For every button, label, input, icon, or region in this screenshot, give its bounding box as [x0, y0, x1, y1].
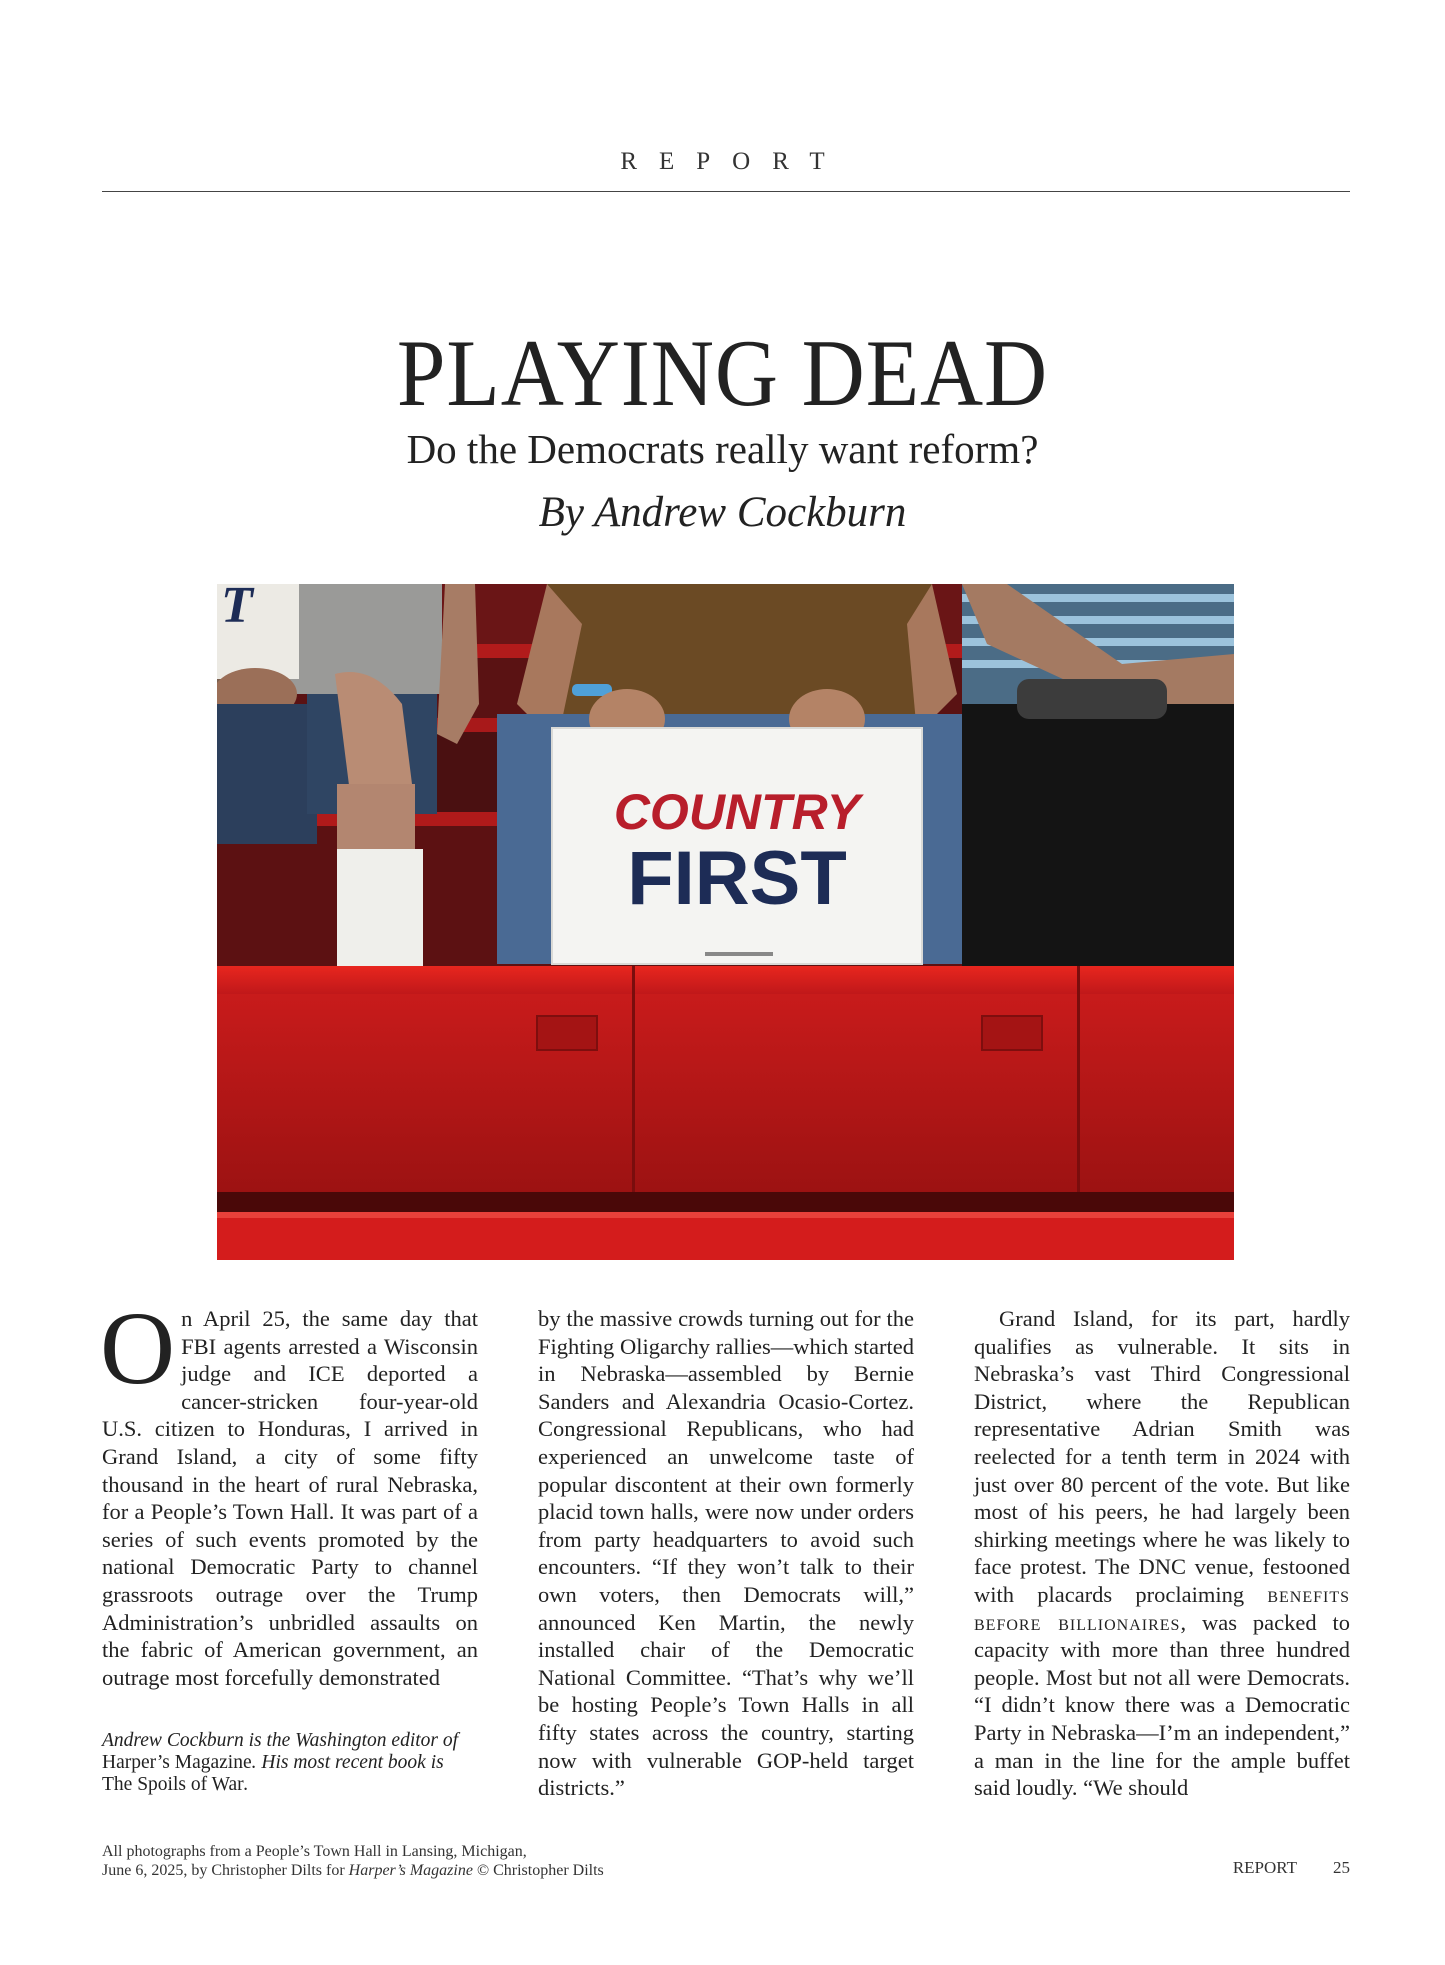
credit-text: June 6, 2025, by Christopher Dilts for [102, 1862, 349, 1879]
drop-cap: O [100, 1291, 176, 1406]
column-1-text: n April 25, the same day that FBI agents arrested a Wisconsin judge and ICE deported a cancer-stricken four-year-old U.S. citizen to Honduras, I arrived in Grand Island, a city of some fifty thousand in the heart of rural Nebraska, for a People’s Town Hall. It was part of a series of such events promoted by the national Democratic Party to channel grassroots outrage over the Trump Administration’s unbridled assaults on the fabric of American government, an outrage most forcefully demonstrated [102, 1306, 478, 1690]
column-3-text-continued: , was packed to capacity with more than three hundred people. Most but not all were Democrats. “I didn’t know there was a Democratic Party in Nebraska—I’m an independent,” a man in the line for the ample buffet said loudly. “We should [974, 1609, 1351, 1801]
bio-magazine-name: Harper’s Magazine [102, 1752, 252, 1773]
body-column-2 [538, 1305, 914, 1802]
credit-line-1: All photographs from a People’s Town Hall in Lansing, Michigan, [102, 1843, 527, 1860]
middle-person-figure [497, 584, 997, 964]
bio-text: . [243, 1774, 249, 1795]
page-number: 25 [1333, 1858, 1350, 1877]
author-bio [102, 1730, 478, 1796]
bio-text: . His most recent book is [251, 1752, 444, 1773]
bio-text: Andrew Cockburn is the Washington editor of [102, 1730, 459, 1751]
body-column-3 [974, 1305, 1350, 1802]
folio [1233, 1858, 1350, 1878]
lead-photo [217, 584, 1234, 1260]
right-person-figure [962, 584, 1234, 966]
article-title: PLAYING DEAD [396, 320, 1049, 426]
body-column-1 [100, 1291, 478, 1691]
credit-text: © Christopher Dilts [472, 1862, 604, 1879]
folio-section: REPORT [1232, 1858, 1297, 1877]
partial-sign-text: T [221, 584, 253, 634]
column-3-text: Grand Island, for its part, hardly qualifies as vulnerable. It sits in Nebraska’s vast Third Congressional District, where the Republican representative Adrian Smith was reelected for a tenth term in 2024 with just over 80 percent of the vote. But like most of his peers, he had largely been shirking meetings where he was likely to face protest. The DNC venue, festooned with placards proclaiming [974, 1306, 1350, 1607]
article-byline: By Andrew Cockburn [538, 489, 907, 536]
placard-slogan: benefits before billionaires [974, 1581, 1350, 1635]
sign-line-2: FIRST [627, 836, 847, 921]
credit-line-2 [102, 1861, 742, 1880]
article-subtitle: Do the Democrats really want reform? [406, 426, 1039, 472]
credit-magazine: Harper’s Magazine [348, 1862, 473, 1879]
column-2-text: by the massive crowds turning out for the Fighting Oligarchy rallies—which started in Nebraska—assembled by Bernie Sanders and Alexandria Ocasio-Cortez. Congressional Republicans, who had experienced an unwelcome taste of popular discontent at their own formerly placid town halls, were now under orders from party headquarters to avoid such encounters. “If they won’t talk to their own voters, then Democrats will,” announced Ken Martin, the newly installed chair of the Democratic National Committee. “That’s why we’ll be hosting People’s Town Halls in all fifty states across the country, starting now with vulnerable GOP-held target districts.” [538, 1306, 914, 1801]
section-label: REPORT [620, 148, 847, 175]
sign-line-1: COUNTRY [613, 784, 861, 840]
header-rule [102, 191, 1350, 192]
photo-credit [102, 1842, 742, 1880]
bio-book-title: The Spoils of War [102, 1774, 244, 1795]
